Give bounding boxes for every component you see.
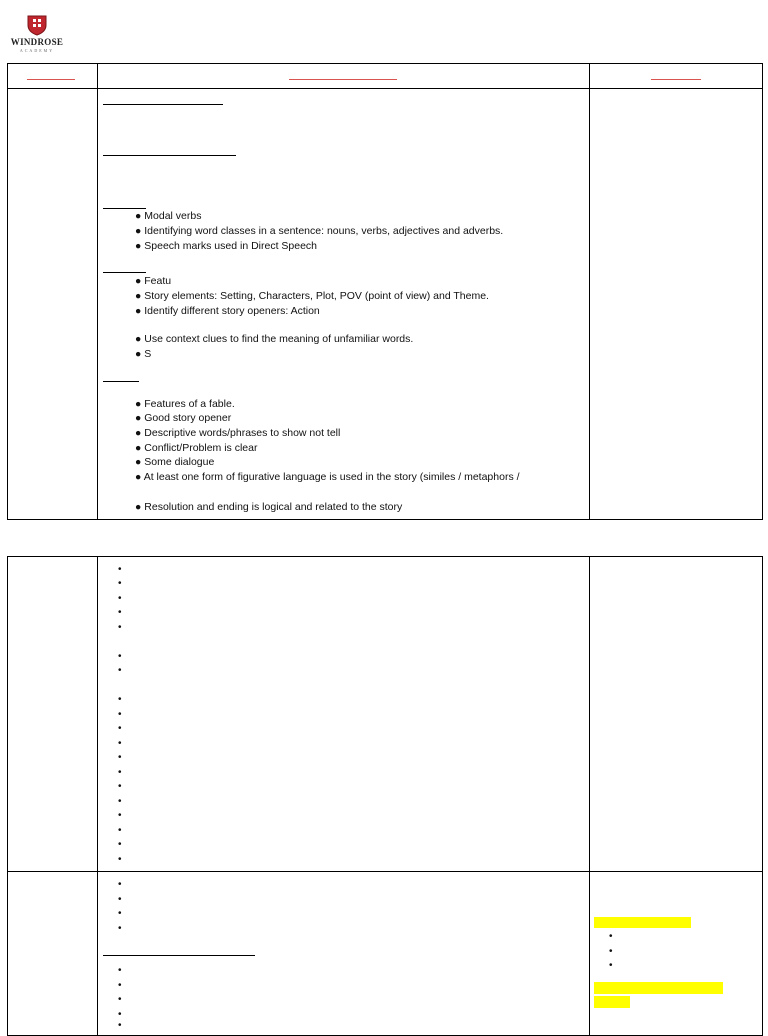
- list-item: ● S: [135, 348, 152, 360]
- bullet-dot-icon: •: [118, 1020, 122, 1031]
- list-item: ● Use context clues to find the meaning of unfamiliar words.: [135, 333, 414, 345]
- list-item: ● Conflict/Problem is clear: [135, 442, 258, 454]
- list-item: ● Descriptive words/phrases to show not tell: [135, 427, 341, 439]
- school-logo: [6, 14, 68, 54]
- list-item: ● Identifying word classes in a sentence: nouns, verbs, adjectives and adverbs.: [135, 225, 504, 237]
- bullet-dot-icon: •: [118, 796, 122, 807]
- section-heading-2: [103, 155, 236, 156]
- list-item: ● Identify different story openers: Action: [135, 305, 320, 317]
- list-item: ● Speech marks used in Direct Speech: [135, 240, 318, 252]
- bullet-dot-icon: •: [118, 1009, 122, 1020]
- bullet-dot-icon: •: [118, 593, 122, 604]
- bullet-dot-icon: •: [118, 879, 122, 890]
- list-item: ● Resolution and ending is logical and related to the story: [135, 501, 403, 513]
- reading-heading: [103, 272, 146, 273]
- col3-header: [651, 79, 701, 80]
- bullet-dot-icon: •: [118, 894, 122, 905]
- bullet-dot-icon: •: [609, 946, 613, 957]
- list-item: ● Features of a fable.: [135, 398, 235, 410]
- bullet-dot-icon: •: [118, 980, 122, 991]
- bullet-dot-icon: •: [118, 839, 122, 850]
- highlight-block-3: [594, 996, 630, 1008]
- bullet-dot-icon: •: [118, 723, 122, 734]
- bullet-dot-icon: •: [118, 665, 122, 676]
- bullet-dot-icon: •: [118, 994, 122, 1005]
- bullet-dot-icon: •: [118, 738, 122, 749]
- bullet-dot-icon: •: [118, 651, 122, 662]
- list-item: ● Featu: [135, 275, 172, 287]
- section-heading-1: [103, 104, 223, 105]
- logo-text: WINDROSE: [10, 37, 64, 47]
- section-heading-3: [103, 955, 255, 956]
- bullet-dot-icon: •: [118, 781, 122, 792]
- col2-header: [289, 79, 397, 80]
- bullet-dot-icon: •: [118, 607, 122, 618]
- logo-subtext: ACADEMY: [19, 48, 55, 53]
- bullet-dot-icon: •: [118, 810, 122, 821]
- bullet-dot-icon: •: [118, 752, 122, 763]
- curriculum-table-1: [7, 63, 763, 520]
- highlight-block-2: [594, 982, 723, 994]
- list-item: ● At least one form of figurative language is used in the story (similes / metaphors /: [135, 471, 520, 483]
- bullet-dot-icon: •: [118, 767, 122, 778]
- list-item: ● Story elements: Setting, Characters, Plot, POV (point of view) and Theme.: [135, 290, 489, 302]
- bullet-dot-icon: •: [609, 931, 613, 942]
- list-item: ● Modal verbs: [135, 210, 202, 222]
- curriculum-table-2: [7, 556, 763, 1036]
- writing-heading: [103, 381, 139, 382]
- bullet-dot-icon: •: [609, 960, 613, 971]
- bullet-dot-icon: •: [118, 908, 122, 919]
- bullet-dot-icon: •: [118, 564, 122, 575]
- list-item: ● Good story opener: [135, 412, 232, 424]
- bullet-dot-icon: •: [118, 854, 122, 865]
- col1-header: [27, 79, 75, 80]
- bullet-dot-icon: •: [118, 825, 122, 836]
- bullet-dot-icon: •: [118, 578, 122, 589]
- bullet-dot-icon: •: [118, 694, 122, 705]
- crest-shield-icon: [26, 14, 48, 36]
- list-item: ● Some dialogue: [135, 456, 215, 468]
- bullet-dot-icon: •: [118, 622, 122, 633]
- bullet-dot-icon: •: [118, 709, 122, 720]
- bullet-dot-icon: •: [118, 923, 122, 934]
- bullet-dot-icon: •: [118, 965, 122, 976]
- highlight-block-1: [594, 917, 691, 928]
